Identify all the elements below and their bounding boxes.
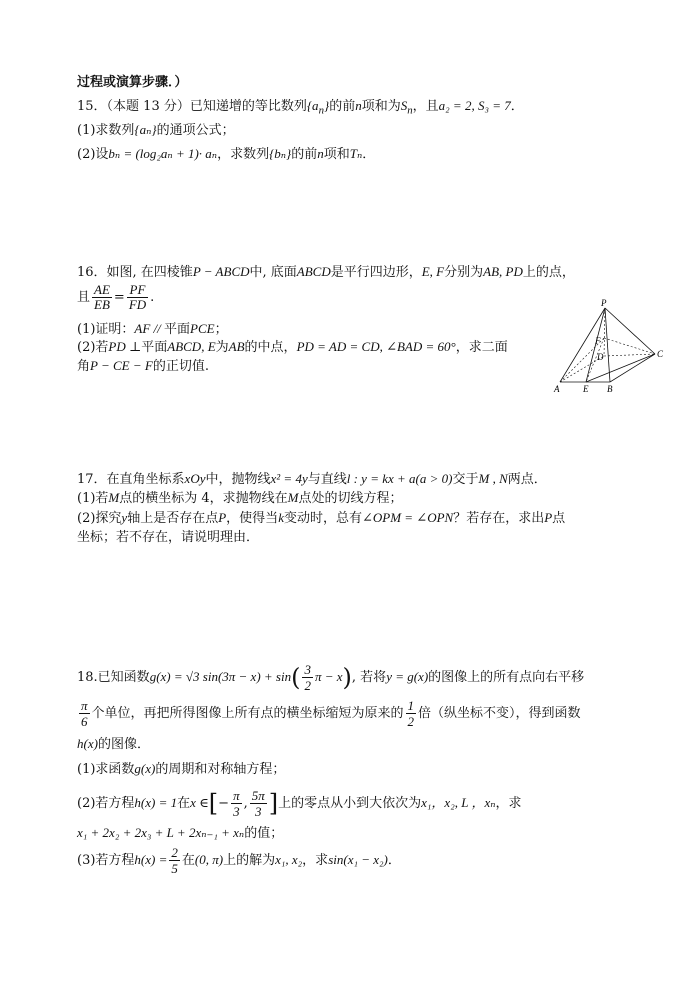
q15-part2: (2)设bₙ = (log₂aₙ + 1)· aₙ，求数列{bₙ}的前n项和Tₙ． [77, 146, 376, 162]
q18-stem: 18.已知函数g(x) = √3 sin(3π − x) + sin( $\frac{3}{2}$ π − x), 若将y = g(x)的图像上的所有点向右平移 [77, 662, 585, 693]
label-A: A [554, 384, 560, 394]
fraction-3-2: $\frac{3}{2}$ [304, 662, 311, 693]
q15-part1: (1)求数列{aₙ}的通项公式； [77, 122, 235, 138]
q18-stem-3: h(x)的图像． [77, 736, 150, 752]
fraction-2-5: $\frac{2}{5}$ [171, 845, 178, 876]
q15-stem: 15．（本题 13 分）已知递增的等比数列$\{a_n\}$的前n项和为$S_n$，且a₂ = 2, S₃ = 7． [77, 98, 524, 117]
fraction-1-2: $\frac{1}{2}$ [407, 698, 415, 729]
fraction-pi-6: $\frac{\pi}{6}$ [81, 698, 88, 729]
label-D: D [597, 352, 604, 362]
q17-part1: (1)若M点的横坐标为 4，求抛物线在M点处的切线方程； [77, 490, 403, 506]
q16-ratio: 且 $\frac{AE}{EB}$ = $\frac{PF}{FD}$ . [77, 282, 155, 312]
pyramid-figure [550, 298, 670, 398]
label-E: E [583, 384, 589, 394]
q16-part2: (2)若PD ⊥平面ABCD, E为AB的中点，PD = AD = CD, ∠BAD = 60°，求二面 [77, 339, 508, 355]
fraction-5pi-3: $\frac{5\pi}{3}$ [251, 788, 265, 819]
q18-part2: (2)若方程h(x) = 1在x ∈[− $\frac{\pi}{3}$ , $\frac{5\pi}{3}$]上的零点从小到大依次为x₁，x₂, L ，xₙ，求 [77, 788, 522, 819]
q16-stem: 16．如图, 在四棱锥P − ABCD中, 底面ABCD是平行四边形，E, F分别为AB, PD上的点， [77, 264, 575, 280]
q16-part1: (1)证明：AF // 平面PCE； [77, 321, 228, 337]
label-F: F [595, 336, 601, 346]
label-B: B [607, 384, 613, 394]
q18-stem-2: $\frac{\pi}{6}$ 个单位，再把所得图像上所有点的横坐标缩短为原来的 $\frac{1}{2}$ 倍（纵坐标不变），得到函数 [81, 698, 581, 729]
q17-part2-cont: 坐标；若不存在，请说明理由． [77, 530, 260, 545]
q18-part2-cont: x₁ + 2x₂ + 2x₃ + L + 2xₙ₋₁ + xₙ的值； [77, 825, 284, 841]
q17-stem: 17．在直角坐标系xOy中，抛物线x² = 4y与直线l : y = kx + a(a > 0)交于M , N两点． [77, 471, 547, 487]
header-text: 过程或演算步骤．） [77, 75, 188, 90]
q18-part1: (1)求函数g(x)的周期和对称轴方程； [77, 761, 286, 777]
q18-part3: (3)若方程h(x) = $\frac{2}{5}$ 在(0, π)上的解为x₁, x₂，求sin(x₁ − x₂)． [77, 845, 401, 876]
label-C: C [657, 349, 664, 359]
fraction-pf-fd: $\frac{PF}{FD}$ [128, 282, 147, 312]
q16-part2-cont: 角P − CE − F的正切值. [77, 358, 209, 374]
q17-part2: (2)探究y轴上是否存在点P，使得当k变动时，总有∠OPM = ∠OPN？若存在，求出P点 [77, 510, 566, 526]
fraction-ae-eb: $\frac{AE}{EB}$ [94, 282, 110, 312]
label-P: P [601, 298, 607, 308]
fraction-pi-3: $\frac{\pi}{3}$ [233, 788, 240, 819]
